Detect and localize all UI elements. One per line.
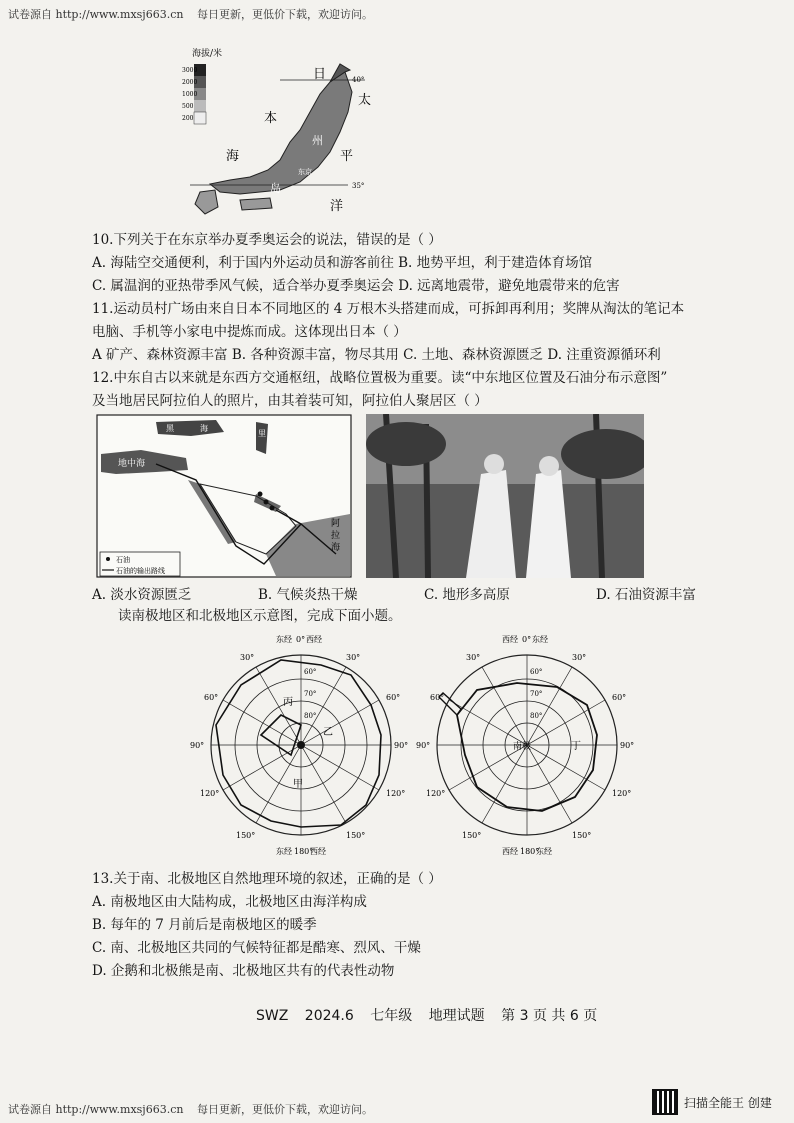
footer-code: SWZ [256,1008,289,1024]
q13-stem [92,869,442,889]
label-zhou: 州 [312,134,323,147]
arctic-lon-60-w: 60° [204,693,219,702]
antarctic-bottom-west: 西经 [502,847,518,856]
arctic-lat-70: 70° [304,690,317,698]
shikoku-island [240,198,272,210]
q13-option-a: A. 南极地区由大陆构成，北极地区由海洋构成 [92,894,367,910]
label-la: 拉 [331,531,341,541]
mideast-map [96,414,352,578]
label-black: 黑 [166,424,174,433]
caspian-sea [256,422,268,454]
photo-illustration [366,414,644,578]
arctic-lon-120-w: 120° [200,789,220,798]
arab-residents-photo [366,414,644,578]
legend-v4: 500 [182,103,194,110]
q10-options-line1: A. 海陆空交通便利，利于国内外运动员和游客前往 B. 地势平坦，利于建造体育场馆 [92,255,593,271]
qr-code-icon [652,1089,678,1115]
footer-slogan: 每日更新，更低价下载，欢迎访问。 [196,1103,373,1116]
arctic-lon-30-e: 30° [346,653,361,662]
label-yang: 洋 [330,199,344,214]
page-footer [256,1005,609,1025]
q11-stem-line1 [92,299,684,319]
legend-oil: 石油 [116,556,130,564]
label-yi: 乙 [323,727,333,738]
arctic-lat-80: 80° [304,712,317,720]
legend-v3: 1000 [182,91,198,98]
header-slogan: 每日更新，更低价下载，欢迎访问。 [196,8,373,21]
antarctic-lon-150-w: 150° [462,831,482,840]
antarctic-top-east: 东经 [532,635,548,644]
q11-number: 11. [92,301,114,317]
label-a: 阿 [331,519,341,529]
bottom-footer [8,1101,383,1117]
arctic-top-east: 东经 [276,635,292,644]
arctic-top-zero: 0° [296,635,306,644]
antarctic-lon-90-e: 90° [620,741,635,750]
lat-40-label: 40° [352,76,365,84]
arctic-bottom-east: 东经 [276,847,292,856]
q13-number: 13. [92,871,114,887]
antarctic-lon-30-w: 30° [466,653,481,662]
antarctic-top-west: 西经 [502,635,518,644]
q10-number: 10. [92,232,114,248]
antarctic-lon-60-w: 60° [430,693,445,702]
arctic-bottom-180: 180° [294,847,314,856]
antarctic-lon-120-w: 120° [426,789,446,798]
japan-map [180,42,390,230]
arctic-lon-150-w: 150° [236,831,256,840]
q12-options [92,583,696,603]
arctic-bottom-west: 西经 [310,847,326,856]
antarctic-lon-60-e: 60° [612,693,627,702]
header-source: 试卷源自 http://www.mxsj663.cn [8,8,184,21]
scanner-watermark [652,1089,772,1115]
label-ben: 本 [264,111,278,126]
arctic-map [190,630,412,860]
lat-35-label: 35° [352,182,365,190]
label-dao: 岛 [270,182,281,195]
label-south-pole: 南极 [513,742,532,752]
q10-options-line2: C. 属温润的亚热带季风气候，适合举办夏季奥运会 D. 远离地震带，避免地震带来的危害 [92,278,620,294]
legend-v5: 200 [182,115,194,122]
label-hai: 海 [226,149,240,164]
q12-option-b: B. 气候炎热干燥 [258,587,358,603]
label-mediterranean: 地中海 [118,459,146,469]
antarctic-lon-90-w: 90° [416,741,431,750]
antarctic-lat-80: 80° [530,712,543,720]
q11-text-1: 运动员村广场由来自日本不同地区的 4 万根木头搭建而成，可拆卸再利用；奖牌从淘汰的笔记本 [113,301,685,317]
antarctic-map [416,630,638,860]
q12-text-1: 中东自古以来就是东西方交通枢纽，战略位置极为重要。读“中东地区位置及石油分布示意图” [113,370,668,386]
q10-stem [92,230,442,250]
antarctic-top-zero: 0° [522,635,532,644]
footer-page: 第 3 页 共 6 页 [501,1008,598,1024]
arctic-top-west: 西经 [306,635,322,644]
footer-source: 试卷源自 http://www.mxsj663.cn [8,1103,184,1116]
antarctic-lon-150-e: 150° [572,831,592,840]
label-bing: 丙 [283,697,293,708]
label-tai: 太 [358,93,372,108]
label-ri: 日 [313,67,327,82]
q13-option-d: D. 企鹅和北极熊是南、北极地区共有的代表性动物 [92,963,395,979]
scanner-label: 扫描全能王 创建 [684,1095,772,1110]
q12-option-d: D. 石油资源丰富 [596,587,696,603]
label-ding: 丁 [571,741,581,752]
page-header [8,6,383,22]
label-sea1: 海 [200,424,208,433]
label-tokyo: 东京 [298,168,312,176]
label-ping: 平 [340,149,354,164]
elevation-legend [182,64,206,124]
q11-options: A 矿产、森林资源丰富 B. 各种资源丰富，物尽其用 C. 土地、森林资源匮乏 D. 注重资源循环利 [92,347,661,363]
antarctic-bottom-180: 180° [520,847,540,856]
q12-number: 12. [92,370,114,386]
q12-stem-line1 [92,368,667,388]
arctic-lon-150-e: 150° [346,831,366,840]
arctic-lon-90-w: 90° [190,741,205,750]
arctic-lon-90-e: 90° [394,741,409,750]
q13-option-c: C. 南、北极地区共同的气候特征都是酷寒、烈风、干燥 [92,940,421,956]
antarctic-lon-120-e: 120° [612,789,632,798]
q12-stem-line2: 及当地居民阿拉伯人的照片，由其着装可知，阿拉伯人聚居区（ ） [92,393,488,409]
legend-v1: 3000 [182,67,198,74]
legend-title: 海拔/米 [192,49,223,59]
arctic-lon-30-w: 30° [240,653,255,662]
arctic-lon-120-e: 120° [386,789,406,798]
footer-date: 2024.6 [304,1008,354,1024]
antarctic-lat-70: 70° [530,690,543,698]
q10-text: 下列关于在东京举办夏季奥运会的说法，错误的是（ ） [113,232,442,248]
footer-subject: 地理试题 [428,1008,485,1024]
arctic-lon-60-e: 60° [386,693,401,702]
q13-text: 关于南、北极地区自然地理环境的叙述，正确的是（ ） [113,871,442,887]
polar-intro: 读南极地区和北极地区示意图，完成下面小题。 [118,608,402,624]
legend-route: 石油的输出路线 [116,567,165,575]
q12-option-a: A. 淡水资源匮乏 [92,587,192,603]
antarctic-lat-60: 60° [530,668,543,676]
antarctic-bottom-east: 东经 [536,847,552,856]
antarctic-lon-30-e: 30° [572,653,587,662]
q12-option-c: C. 地形多高原 [424,587,510,603]
arctic-lat-60: 60° [304,668,317,676]
q11-stem-line2: 电脑、手机等小家电中提炼而成。这体现出日本（ ） [92,324,407,340]
label-caspian: 里 [258,429,266,438]
q13-option-b: B. 每年的 7 月前后是南极地区的暖季 [92,917,317,933]
label-jia: 甲 [293,779,303,790]
label-sea2: 海 [331,543,341,553]
footer-grade: 七年级 [370,1008,413,1024]
legend-v2: 2000 [182,79,198,86]
